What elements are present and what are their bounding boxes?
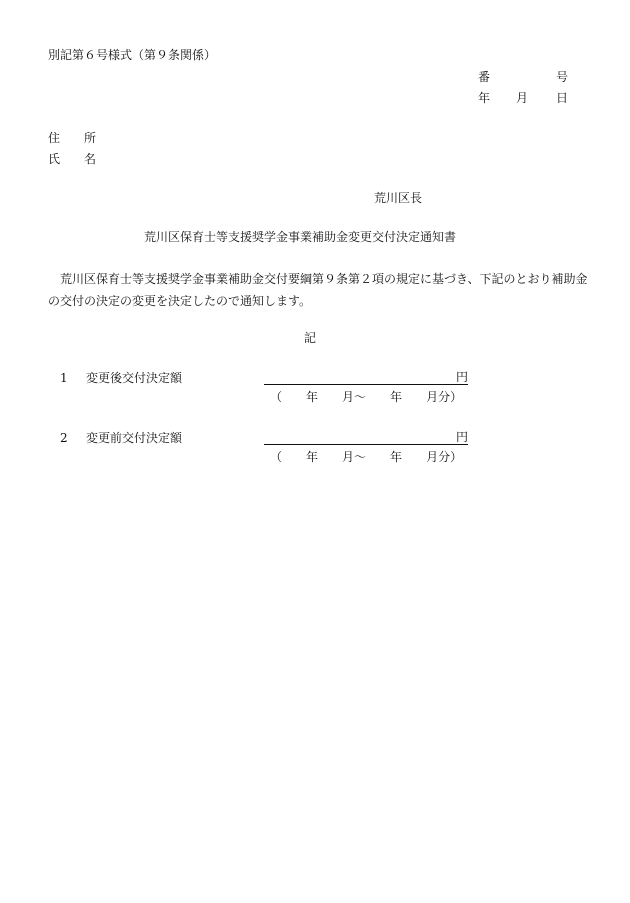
name-label <box>48 152 96 166</box>
form-label: 別記第６号様式（第９条関係） <box>48 48 217 62</box>
item-2-label: 変更前交付決定額 <box>86 431 183 445</box>
item-2-amount-line <box>264 444 468 445</box>
address-label <box>48 131 96 145</box>
address-label-char-1: 住 <box>48 131 61 145</box>
ki-heading: 記 <box>304 331 317 345</box>
item-1-amount-line <box>264 384 468 385</box>
item-1-period-month2: 月分） <box>426 390 463 404</box>
item-1-yen: 円 <box>456 370 469 384</box>
item-1-number: 1 <box>60 371 68 385</box>
item-2-period-month2: 月分） <box>426 450 463 464</box>
date-month-label: 月 <box>516 91 529 105</box>
item-1-period-year1: 年 <box>306 390 319 404</box>
name-label-char-2: 名 <box>84 152 97 166</box>
date-day-label: 日 <box>556 91 569 105</box>
name-label-char-1: 氏 <box>48 152 61 166</box>
item-1-period-year2: 年 <box>390 390 403 404</box>
item-1-label: 変更後交付決定額 <box>86 371 183 385</box>
document-number-suffix: 号 <box>556 70 569 84</box>
item-2-period <box>270 450 462 464</box>
date-year-label: 年 <box>478 91 491 105</box>
issuer-title: 荒川区長 <box>374 191 423 205</box>
address-label-char-2: 所 <box>84 131 97 145</box>
item-2-number: 2 <box>60 431 68 445</box>
document-body: 荒川区保育士等支援奨学金事業補助金交付要綱第９条第２項の規定に基づき、下記のとおり補助金の交付の決定の変更を決定したので通知します。 <box>48 272 588 308</box>
item-2-yen: 円 <box>456 430 469 444</box>
document-number-label: 番 <box>478 70 491 84</box>
item-2-period-year1: 年 <box>306 450 319 464</box>
document-title: 荒川区保育士等支援奨学金事業補助金変更交付決定通知書 <box>144 230 457 244</box>
item-2-period-month1: 月～ <box>342 450 367 464</box>
item-1-period <box>270 390 462 404</box>
item-1-period-month1: 月～ <box>342 390 367 404</box>
item-2-period-year2: 年 <box>390 450 403 464</box>
item-1-period-open: （ <box>270 390 283 404</box>
item-2-period-open: （ <box>270 450 283 464</box>
